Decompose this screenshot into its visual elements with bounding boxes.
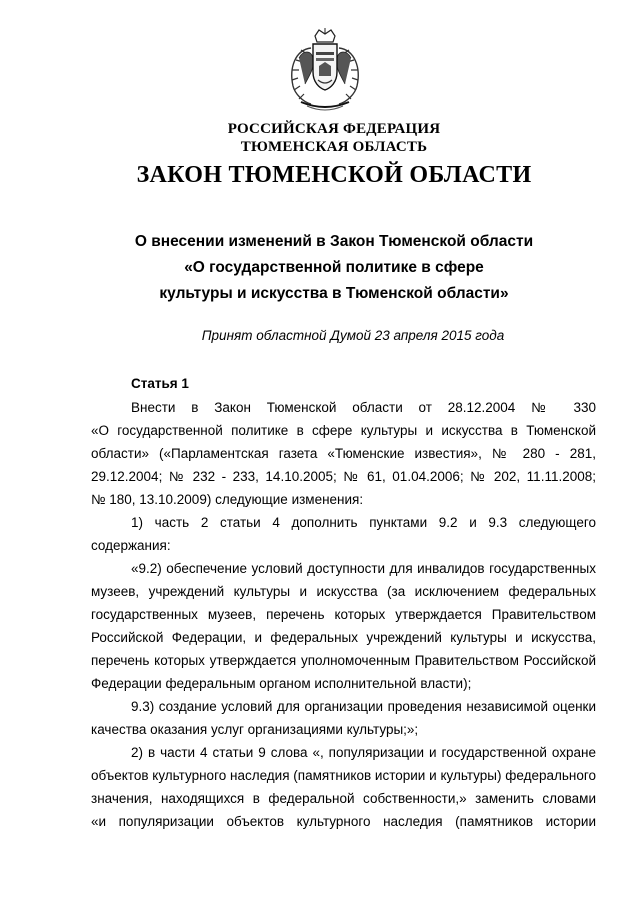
body-line: музеев, учреждений культуры и искусства (за исключением федеральных: [91, 584, 596, 599]
body-line: «О государственной политике в сфере культуры и искусства в Тюменской: [91, 423, 596, 438]
body-line: Российской Федерации, и федеральных учреждений культуры и искусства,: [91, 630, 596, 645]
subject-line-1: О внесении изменений в Закон Тюменской области: [134, 233, 534, 250]
coat-of-arms-icon: [285, 28, 365, 112]
body-line: 9.3) создание условий для организации проведения независимой оценки: [131, 699, 596, 714]
body-line: перечень которых утверждается уполномоченным Правительством Российской: [91, 653, 596, 668]
subject-line-2: «О государственной политике в сфере: [184, 259, 484, 276]
adoption-date: Принят областной Думой 23 апреля 2015 года: [201, 328, 505, 343]
region-heading: ТЮМЕНСКАЯ ОБЛАСТЬ: [240, 139, 428, 155]
body-line: государственных музеев, перечень которых утверждается Правительством: [91, 607, 596, 622]
body-line: Федерации федеральным органом исполнительной власти);: [91, 676, 472, 691]
body-line: качества оказания услуг организациями культуры;»;: [91, 722, 419, 737]
body-line: Внести в Закон Тюменской области от 28.12.2004 № 330: [131, 400, 596, 415]
body-line: области» («Парламентская газета «Тюменские известия», № 280 - 281,: [91, 446, 596, 461]
country-heading: РОССИЙСКАЯ ФЕДЕРАЦИЯ: [227, 121, 441, 137]
body-line: содержания:: [91, 538, 171, 553]
subject-line-3: культуры и искусства в Тюменской области»: [159, 285, 509, 302]
body-line: «и популяризации объектов культурного наследия (памятников истории: [91, 814, 596, 829]
body-line: № 180, 13.10.2009) следующие изменения:: [91, 492, 364, 507]
law-title: ЗАКОН ТЮМЕНСКОЙ ОБЛАСТИ: [136, 162, 532, 188]
body-line: 1) часть 2 статьи 4 дополнить пунктами 9.2 и 9.3 следующего: [131, 515, 596, 530]
body-line: объектов культурного наследия (памятников истории и культуры) федерального: [91, 768, 596, 783]
article-label: Статья 1: [131, 376, 189, 391]
body-line: «9.2) обеспечение условий доступности для инвалидов государственных: [131, 561, 596, 576]
body-line: 29.12.2004; № 232 - 233, 14.10.2005; № 61, 01.04.2006; № 202, 11.11.2008;: [91, 469, 596, 484]
body-line: 2) в части 4 статьи 9 слова «, популяризации и государственной охране: [131, 745, 596, 760]
body-line: значения, находящихся в федеральной собственности,» заменить словами: [91, 791, 596, 806]
